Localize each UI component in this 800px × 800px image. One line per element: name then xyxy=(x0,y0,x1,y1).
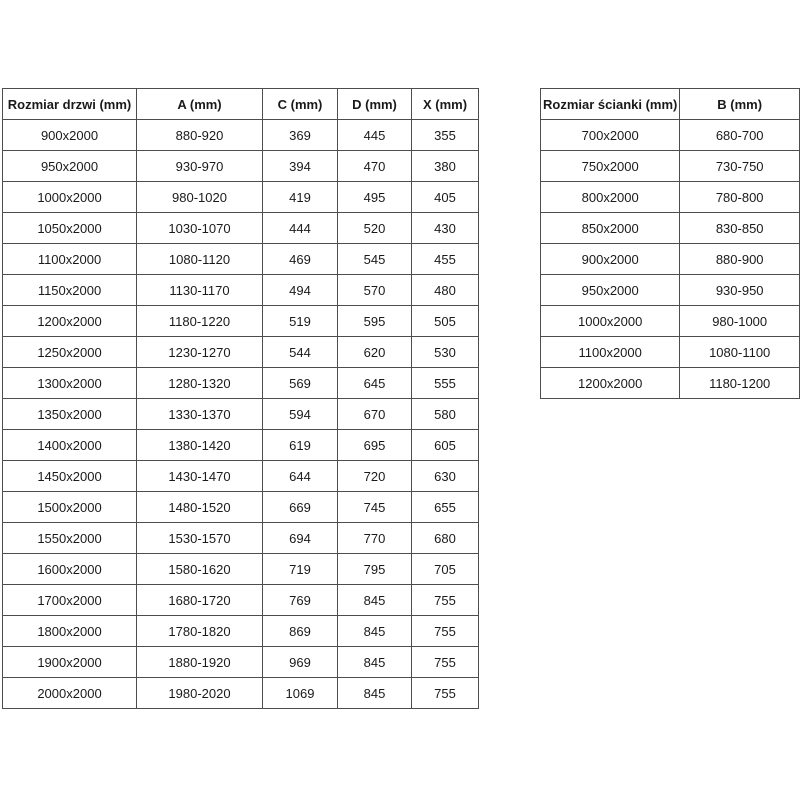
table-cell: 369 xyxy=(263,120,338,151)
table-cell: 950x2000 xyxy=(541,275,680,306)
table-row xyxy=(541,151,800,182)
table-cell: 900x2000 xyxy=(3,120,137,151)
table-cell: 680-700 xyxy=(680,120,800,151)
table-row xyxy=(3,182,479,213)
table-cell: 1100x2000 xyxy=(3,244,137,275)
table-cell: 380 xyxy=(412,151,479,182)
table-cell: 644 xyxy=(263,461,338,492)
table-cell: 619 xyxy=(263,430,338,461)
table-cell: 1880-1920 xyxy=(137,647,263,678)
table-cell: 755 xyxy=(412,585,479,616)
table-cell: 444 xyxy=(263,213,338,244)
table-cell: 555 xyxy=(412,368,479,399)
table-cell: 1780-1820 xyxy=(137,616,263,647)
table-cell: 719 xyxy=(263,554,338,585)
table-cell: 845 xyxy=(338,585,412,616)
table-cell: 494 xyxy=(263,275,338,306)
table-cell: 795 xyxy=(338,554,412,585)
table-cell: 355 xyxy=(412,120,479,151)
table-cell: 1580-1620 xyxy=(137,554,263,585)
table-cell: 1300x2000 xyxy=(3,368,137,399)
table-cell: 950x2000 xyxy=(3,151,137,182)
dimension-x-column-header: X (mm) xyxy=(412,89,479,120)
table-cell: 750x2000 xyxy=(541,151,680,182)
table-row xyxy=(3,244,479,275)
table-cell: 930-950 xyxy=(680,275,800,306)
table-cell: 845 xyxy=(338,647,412,678)
table-cell: 1250x2000 xyxy=(3,337,137,368)
table-cell: 745 xyxy=(338,492,412,523)
table-cell: 530 xyxy=(412,337,479,368)
table-row xyxy=(3,337,479,368)
table-cell: 519 xyxy=(263,306,338,337)
table-cell: 1800x2000 xyxy=(3,616,137,647)
table-cell: 680 xyxy=(412,523,479,554)
table-cell: 1400x2000 xyxy=(3,430,137,461)
table-cell: 845 xyxy=(338,678,412,709)
table-cell: 800x2000 xyxy=(541,182,680,213)
table-row xyxy=(3,306,479,337)
table-cell: 695 xyxy=(338,430,412,461)
table-row xyxy=(3,399,479,430)
wall-table-header-row xyxy=(541,89,800,120)
table-cell: 495 xyxy=(338,182,412,213)
table-cell: 845 xyxy=(338,616,412,647)
table-cell: 1500x2000 xyxy=(3,492,137,523)
table-cell: 1900x2000 xyxy=(3,647,137,678)
table-cell: 520 xyxy=(338,213,412,244)
table-cell: 1069 xyxy=(263,678,338,709)
table-cell: 505 xyxy=(412,306,479,337)
table-cell: 445 xyxy=(338,120,412,151)
table-cell: 669 xyxy=(263,492,338,523)
table-cell: 1680-1720 xyxy=(137,585,263,616)
table-row xyxy=(541,244,800,275)
table-cell: 2000x2000 xyxy=(3,678,137,709)
table-cell: 1530-1570 xyxy=(137,523,263,554)
table-cell: 755 xyxy=(412,647,479,678)
table-cell: 694 xyxy=(263,523,338,554)
table-cell: 394 xyxy=(263,151,338,182)
table-cell: 1000x2000 xyxy=(3,182,137,213)
table-cell: 1480-1520 xyxy=(137,492,263,523)
table-cell: 569 xyxy=(263,368,338,399)
table-cell: 869 xyxy=(263,616,338,647)
table-cell: 570 xyxy=(338,275,412,306)
table-cell: 850x2000 xyxy=(541,213,680,244)
table-cell: 780-800 xyxy=(680,182,800,213)
table-cell: 1980-2020 xyxy=(137,678,263,709)
table-row xyxy=(541,120,800,151)
wall-panel-size-table-grid xyxy=(540,88,800,399)
table-cell: 770 xyxy=(338,523,412,554)
table-cell: 544 xyxy=(263,337,338,368)
table-row xyxy=(3,368,479,399)
table-cell: 545 xyxy=(338,244,412,275)
table-cell: 980-1020 xyxy=(137,182,263,213)
table-row xyxy=(541,213,800,244)
dimension-c-column-header: C (mm) xyxy=(263,89,338,120)
table-cell: 730-750 xyxy=(680,151,800,182)
table-cell: 605 xyxy=(412,430,479,461)
table-row xyxy=(541,182,800,213)
table-cell: 1230-1270 xyxy=(137,337,263,368)
table-cell: 1350x2000 xyxy=(3,399,137,430)
table-cell: 980-1000 xyxy=(680,306,800,337)
table-cell: 1700x2000 xyxy=(3,585,137,616)
table-cell: 620 xyxy=(338,337,412,368)
table-cell: 1000x2000 xyxy=(541,306,680,337)
door-size-table xyxy=(2,88,479,709)
table-cell: 455 xyxy=(412,244,479,275)
table-cell: 900x2000 xyxy=(541,244,680,275)
table-cell: 1430-1470 xyxy=(137,461,263,492)
table-cell: 1200x2000 xyxy=(3,306,137,337)
table-cell: 1180-1200 xyxy=(680,368,800,399)
table-row xyxy=(541,306,800,337)
table-cell: 1450x2000 xyxy=(3,461,137,492)
table-cell: 594 xyxy=(263,399,338,430)
table-row xyxy=(3,151,479,182)
table-cell: 1150x2000 xyxy=(3,275,137,306)
table-row xyxy=(3,213,479,244)
dimension-a-column-header: A (mm) xyxy=(137,89,263,120)
table-cell: 720 xyxy=(338,461,412,492)
table-cell: 755 xyxy=(412,616,479,647)
table-cell: 580 xyxy=(412,399,479,430)
wall-panel-size-table xyxy=(540,88,800,399)
table-row xyxy=(3,430,479,461)
table-cell: 1380-1420 xyxy=(137,430,263,461)
table-cell: 830-850 xyxy=(680,213,800,244)
table-cell: 655 xyxy=(412,492,479,523)
table-cell: 645 xyxy=(338,368,412,399)
table-cell: 705 xyxy=(412,554,479,585)
table-cell: 1180-1220 xyxy=(137,306,263,337)
table-cell: 1550x2000 xyxy=(3,523,137,554)
dimension-b-column-header: B (mm) xyxy=(680,89,800,120)
table-row xyxy=(3,647,479,678)
door-size-column-header: Rozmiar drzwi (mm) xyxy=(3,89,137,120)
table-row xyxy=(3,678,479,709)
table-cell: 480 xyxy=(412,275,479,306)
table-cell: 1030-1070 xyxy=(137,213,263,244)
table-row xyxy=(3,616,479,647)
table-cell: 595 xyxy=(338,306,412,337)
table-row xyxy=(541,337,800,368)
table-row xyxy=(3,461,479,492)
table-cell: 1080-1120 xyxy=(137,244,263,275)
table-cell: 1280-1320 xyxy=(137,368,263,399)
table-cell: 930-970 xyxy=(137,151,263,182)
table-cell: 1080-1100 xyxy=(680,337,800,368)
table-cell: 1200x2000 xyxy=(541,368,680,399)
table-cell: 419 xyxy=(263,182,338,213)
table-cell: 880-900 xyxy=(680,244,800,275)
table-cell: 700x2000 xyxy=(541,120,680,151)
table-cell: 470 xyxy=(338,151,412,182)
table-row xyxy=(3,554,479,585)
table-cell: 1100x2000 xyxy=(541,337,680,368)
table-cell: 880-920 xyxy=(137,120,263,151)
wall-table-body xyxy=(541,120,800,399)
door-size-table-grid xyxy=(2,88,479,709)
table-cell: 1050x2000 xyxy=(3,213,137,244)
table-row xyxy=(541,275,800,306)
table-row xyxy=(3,585,479,616)
table-cell: 769 xyxy=(263,585,338,616)
table-cell: 670 xyxy=(338,399,412,430)
table-row xyxy=(541,368,800,399)
table-cell: 405 xyxy=(412,182,479,213)
table-row xyxy=(3,120,479,151)
table-cell: 969 xyxy=(263,647,338,678)
table-cell: 1330-1370 xyxy=(137,399,263,430)
table-row xyxy=(3,523,479,554)
table-cell: 1130-1170 xyxy=(137,275,263,306)
table-cell: 1600x2000 xyxy=(3,554,137,585)
wall-size-column-header: Rozmiar ścianki (mm) xyxy=(541,89,680,120)
door-table-header-row xyxy=(3,89,479,120)
table-cell: 630 xyxy=(412,461,479,492)
dimension-d-column-header: D (mm) xyxy=(338,89,412,120)
table-cell: 755 xyxy=(412,678,479,709)
table-row xyxy=(3,492,479,523)
table-row xyxy=(3,275,479,306)
table-cell: 469 xyxy=(263,244,338,275)
door-table-body xyxy=(3,120,479,709)
table-cell: 430 xyxy=(412,213,479,244)
